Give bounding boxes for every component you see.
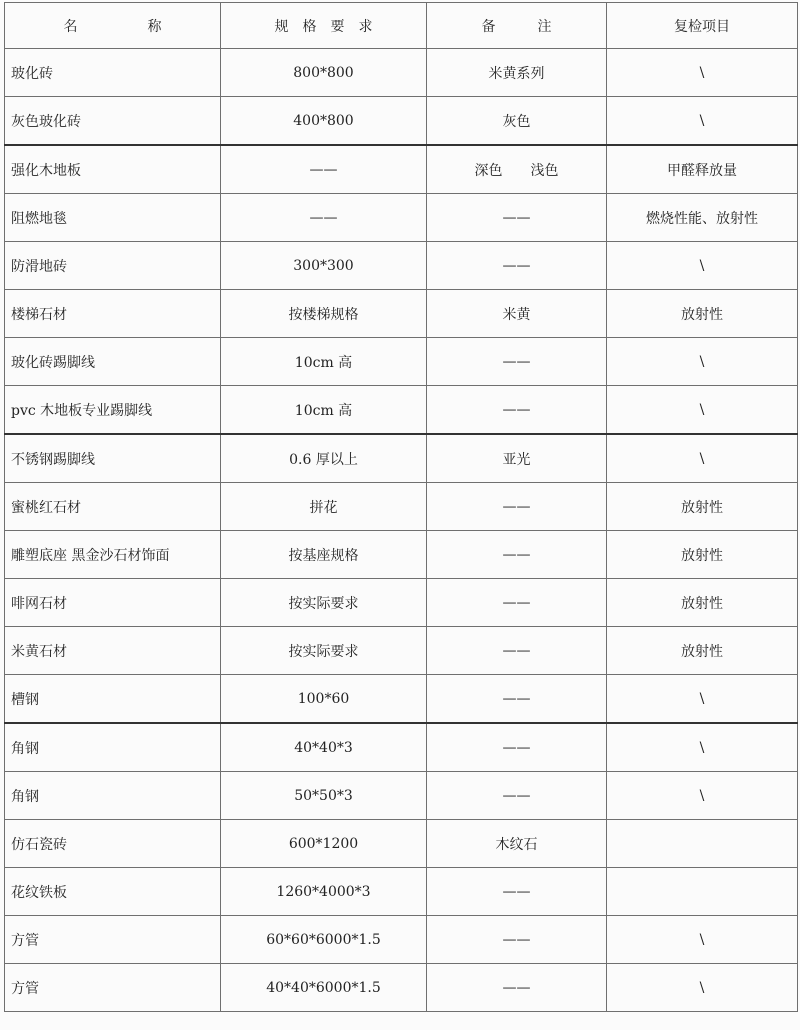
cell-name: 花纹铁板	[5, 868, 221, 916]
cell-check: \	[607, 723, 798, 772]
cell-note: ——	[427, 772, 607, 820]
cell-name: 蜜桃红石材	[5, 483, 221, 531]
cell-check	[607, 868, 798, 916]
cell-note: 亚光	[427, 434, 607, 483]
cell-note: 深色 浅色	[427, 145, 607, 194]
table-row	[5, 579, 798, 627]
cell-check: \	[607, 675, 798, 724]
table-row	[5, 290, 798, 338]
cell-name: 防滑地砖	[5, 242, 221, 290]
cell-name: 楼梯石材	[5, 290, 221, 338]
cell-name: 角钢	[5, 723, 221, 772]
cell-check: \	[607, 49, 798, 97]
cell-name: 玻化砖踢脚线	[5, 338, 221, 386]
cell-note: 灰色	[427, 97, 607, 146]
cell-name: 不锈钢踢脚线	[5, 434, 221, 483]
cell-spec: 40*40*6000*1.5	[221, 964, 427, 1012]
cell-check: \	[607, 242, 798, 290]
cell-check: \	[607, 916, 798, 964]
table-row	[5, 675, 798, 724]
header-check: 复检项目	[607, 3, 798, 49]
cell-spec: 0.6 厚以上	[221, 434, 427, 483]
table-row	[5, 386, 798, 435]
header-note: 备 注	[427, 3, 607, 49]
cell-note: ——	[427, 627, 607, 675]
cell-spec: ——	[221, 194, 427, 242]
table-row	[5, 434, 798, 483]
cell-spec: 50*50*3	[221, 772, 427, 820]
header-name: 名 称	[5, 3, 221, 49]
table-row	[5, 483, 798, 531]
cell-name: 槽钢	[5, 675, 221, 724]
cell-check: 放射性	[607, 483, 798, 531]
cell-spec: 按实际要求	[221, 627, 427, 675]
cell-check: 燃烧性能、放射性	[607, 194, 798, 242]
cell-name: 雕塑底座 黑金沙石材饰面	[5, 531, 221, 579]
cell-name: 灰色玻化砖	[5, 97, 221, 146]
cell-name: 米黄石材	[5, 627, 221, 675]
cell-spec: 100*60	[221, 675, 427, 724]
table-row	[5, 964, 798, 1012]
cell-note: 木纹石	[427, 820, 607, 868]
cell-note: ——	[427, 242, 607, 290]
header-spec: 规 格 要 求	[221, 3, 427, 49]
cell-spec: 拼花	[221, 483, 427, 531]
cell-note: ——	[427, 579, 607, 627]
cell-spec: 40*40*3	[221, 723, 427, 772]
cell-note: 米黄	[427, 290, 607, 338]
cell-name: pvc 木地板专业踢脚线	[5, 386, 221, 435]
table-row	[5, 145, 798, 194]
cell-note: ——	[427, 675, 607, 724]
cell-spec: 按基座规格	[221, 531, 427, 579]
materials-table	[4, 2, 798, 1012]
cell-check: \	[607, 772, 798, 820]
cell-name: 阻燃地毯	[5, 194, 221, 242]
table-row	[5, 242, 798, 290]
cell-name: 啡网石材	[5, 579, 221, 627]
cell-spec: ——	[221, 145, 427, 194]
cell-name: 强化木地板	[5, 145, 221, 194]
cell-name: 角钢	[5, 772, 221, 820]
table-row	[5, 772, 798, 820]
cell-check: 放射性	[607, 579, 798, 627]
table-row	[5, 627, 798, 675]
cell-spec: 600*1200	[221, 820, 427, 868]
cell-check: \	[607, 97, 798, 146]
cell-name: 方管	[5, 964, 221, 1012]
cell-check: 甲醛释放量	[607, 145, 798, 194]
table-row	[5, 194, 798, 242]
cell-note: ——	[427, 483, 607, 531]
cell-note: ——	[427, 338, 607, 386]
cell-note: ——	[427, 964, 607, 1012]
table-row	[5, 723, 798, 772]
cell-check	[607, 820, 798, 868]
cell-spec: 10cm 高	[221, 338, 427, 386]
cell-spec: 300*300	[221, 242, 427, 290]
cell-spec: 1260*4000*3	[221, 868, 427, 916]
table-row	[5, 338, 798, 386]
cell-spec: 按实际要求	[221, 579, 427, 627]
header-row	[5, 3, 798, 49]
cell-note: ——	[427, 194, 607, 242]
cell-check: \	[607, 964, 798, 1012]
cell-note: 米黄系列	[427, 49, 607, 97]
cell-name: 玻化砖	[5, 49, 221, 97]
cell-note: ——	[427, 723, 607, 772]
cell-spec: 800*800	[221, 49, 427, 97]
cell-spec: 60*60*6000*1.5	[221, 916, 427, 964]
table-row	[5, 868, 798, 916]
cell-note: ——	[427, 916, 607, 964]
cell-name: 仿石瓷砖	[5, 820, 221, 868]
cell-check: \	[607, 338, 798, 386]
table-row	[5, 916, 798, 964]
cell-spec: 10cm 高	[221, 386, 427, 435]
cell-spec: 按楼梯规格	[221, 290, 427, 338]
table-row	[5, 97, 798, 146]
cell-check: \	[607, 386, 798, 435]
cell-name: 方管	[5, 916, 221, 964]
table-row	[5, 820, 798, 868]
table-row	[5, 531, 798, 579]
cell-check: 放射性	[607, 290, 798, 338]
cell-check: 放射性	[607, 531, 798, 579]
cell-note: ——	[427, 386, 607, 435]
cell-check: \	[607, 434, 798, 483]
cell-note: ——	[427, 868, 607, 916]
cell-note: ——	[427, 531, 607, 579]
table-row	[5, 49, 798, 97]
cell-check: 放射性	[607, 627, 798, 675]
cell-spec: 400*800	[221, 97, 427, 146]
